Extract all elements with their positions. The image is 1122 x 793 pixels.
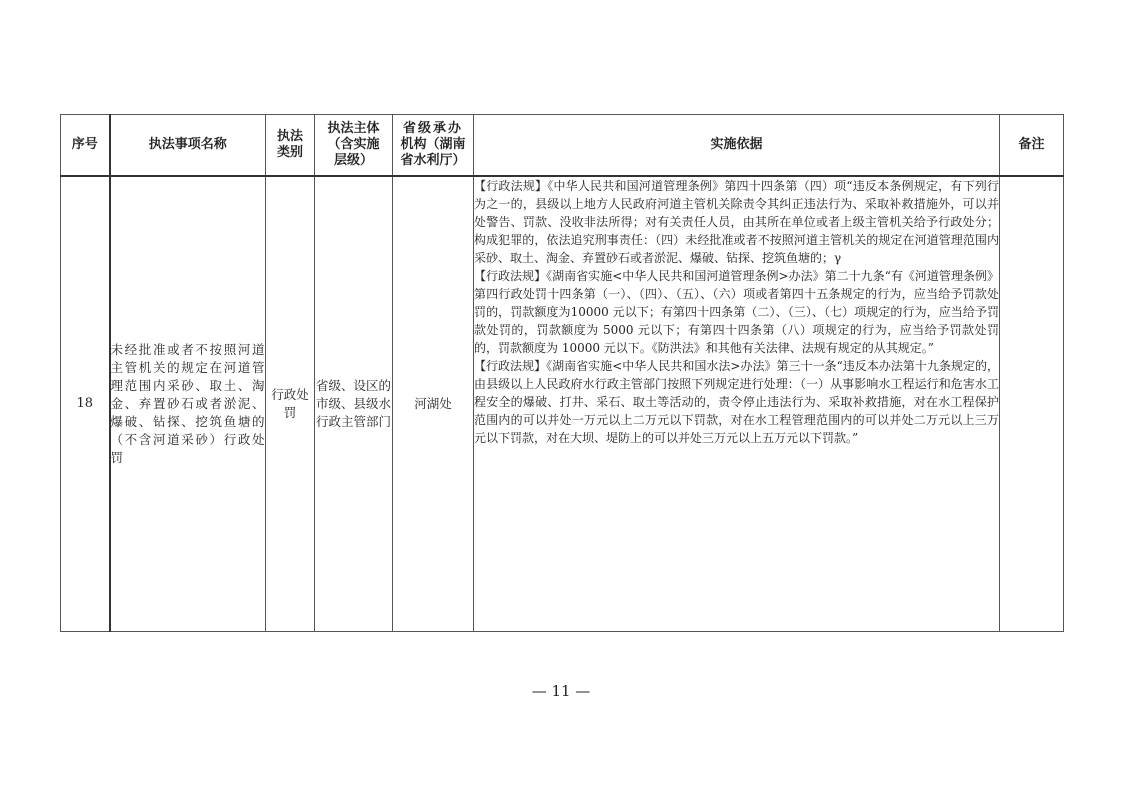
header-remark: 备注 [1000, 115, 1064, 176]
basis-paragraph-1: 【行政法规】《中华人民共和国河道管理条例》第四十四条第（四）项“违反本条例规定，有下列行为之一的，县级以上地方人民政府河道主管机关除责令其纠正违法行为、采取补救措施外，可以并处警告、罚款、没收非法所得；对有关责任人员，由其所在单位或者上级主管机关给予行政处分；构成犯罪的，依法追究刑事责任：（四）未经批准或者不按照河道主管机关的规定在河道管理范围内采砂、取土、淘金、弃置砂石或者淤泥、爆破、钻探、挖筑鱼塘的；γ [474, 178, 999, 265]
header-category-line1: 执法 [276, 128, 303, 144]
enforcement-table [60, 114, 1064, 632]
cell-subject: 省级、设区的市级、县级水行政主管部门 [315, 176, 393, 632]
header-org-line1: 省级承办 [402, 120, 463, 136]
header-subject [315, 115, 393, 176]
header-seq: 序号 [61, 115, 110, 176]
header-subject-line2: （含实施 [327, 136, 380, 152]
header-organization [393, 115, 474, 176]
header-basis: 实施依据 [474, 115, 1000, 176]
cell-basis [474, 176, 1000, 632]
page-number: — 11 — [531, 682, 591, 700]
cell-remark [1000, 176, 1064, 632]
header-category-line2: 类别 [276, 144, 303, 160]
header-org-line2: 机构（湖南 [400, 136, 466, 152]
basis-paragraph-2: 【行政法规】《湖南省实施<中华人民共和国河道管理条例>办法》第二十九条“有《河道管理条例》第四行政处罚十四条第（一）、（四）、（五）、（六）项或者第四十五条规定的行为，应当给予罚款处罚的，罚款额度为10000 元以下；有第四十四条第（二）、（三）、（七）项规定的行为，应当给予罚款处罚的，罚款额度为 5000 元以下；有第四十四条第（八）项规定的行为，应当给予罚款处罚的，罚款额度为 10000 元以下。《防洪法》和其他有关法律、法规有规定的从其规定。” [474, 268, 999, 355]
cell-seq: 18 [61, 176, 110, 632]
cell-category: 行政处罚 [266, 176, 315, 632]
cell-organization: 河湖处 [393, 176, 474, 632]
table-header-row [61, 115, 1064, 176]
header-category [266, 115, 315, 176]
header-subject-line1: 执法主体 [327, 120, 380, 136]
header-subject-line3: 层级） [333, 152, 373, 168]
header-item-name: 执法事项名称 [110, 115, 266, 176]
cell-item-name: 未经批准或者不按照河道主管机关的规定在河道管理范围内采砂、取土、淘金、弃置砂石或者淤泥、爆破、钻探、挖筑鱼塘的（不含河道采砂）行政处罚 [110, 176, 266, 632]
header-org-line3: 省水利厅） [400, 152, 466, 168]
table-row [61, 176, 1064, 632]
basis-paragraph-3: 【行政法规】《湖南省实施<中华人民共和国水法>办法》第三十一条“违反本办法第十九条规定的，由县级以上人民政府水行政主管部门按照下列规定进行处理：（一）从事影响水工程运行和危害水工程安全的爆破、打井、采石、取土等活动的，责令停止违法行为、采取补救措施，对在水工程保护范围内的可以并处一万元以上二万元以下罚款，对在水工程管理范围内的可以并处二万元以上三万元以下罚款，对在大坝、堤防上的可以并处三万元以上五万元以下罚款。” [474, 358, 999, 445]
